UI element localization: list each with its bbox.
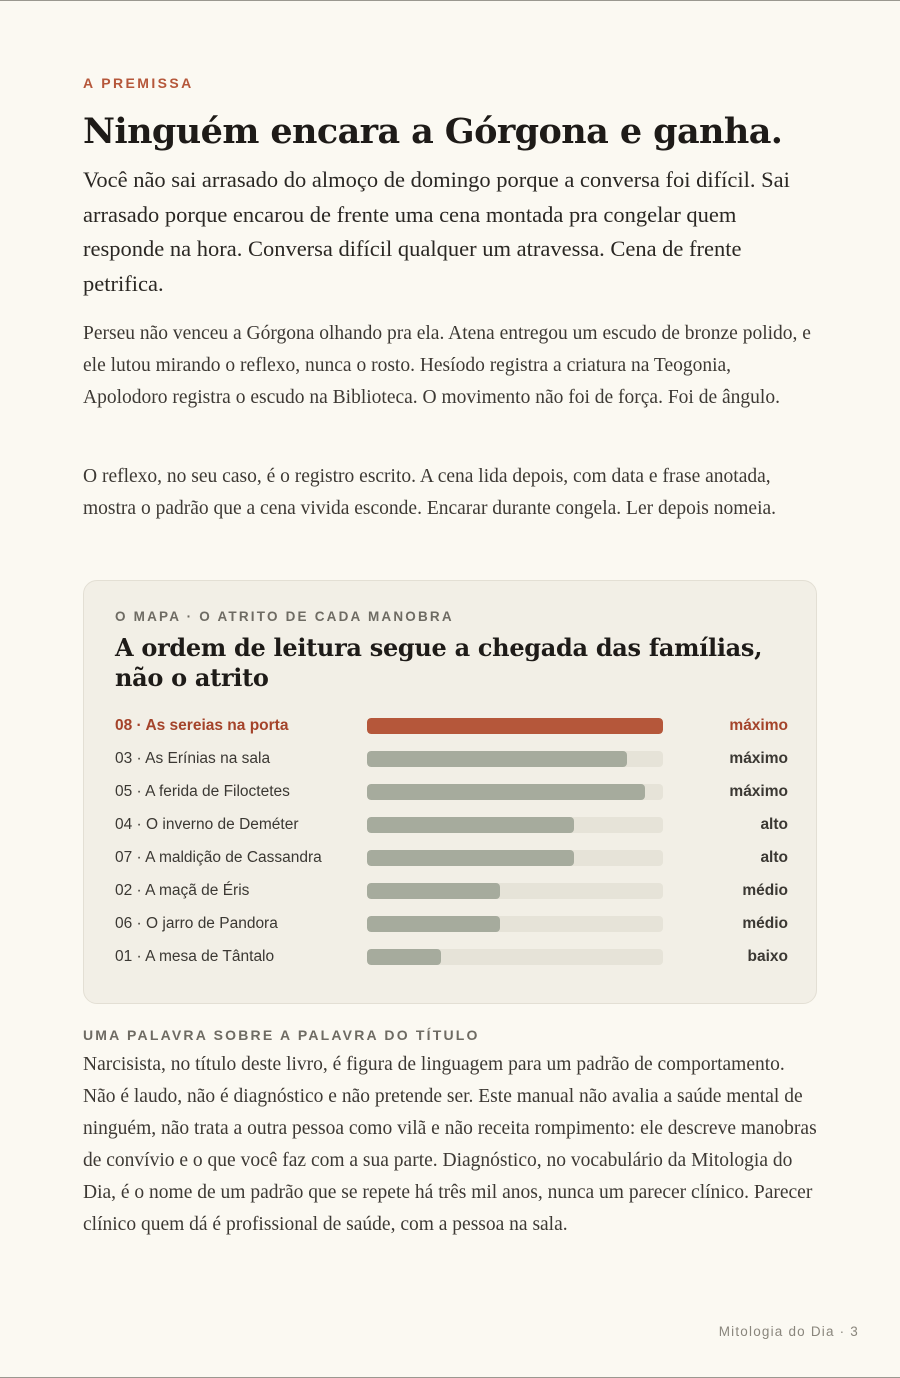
friction-bar-fill [367, 916, 500, 932]
friction-row [115, 775, 788, 808]
lead-paragraph: Você não sai arrasado do almoço de domingo porque a conversa foi difícil. Sai arrasado porque encarou de frente uma cena montada pra congelar quem responde na hora. Conversa difícil qualquer um atravessa. Cena de frente petrifica. [83, 167, 790, 296]
friction-bar-track [367, 784, 663, 800]
friction-bar-track [367, 817, 663, 833]
body-paragraph-perseu: Perseu não venceu a Górgona olhando pra ela. Atena entregou um escudo de bronze polido, e ele lutou mirando o reflexo, nunca o rosto. Hesíodo registra a criatura na Teogonia, Apolodoro registra o escudo na Biblioteca. O movimento não foi de força. Foi de ângulo. [83, 323, 811, 408]
friction-row [115, 742, 788, 775]
map-title: A ordem de leitura segue a chegada das famílias, não o atrito [115, 633, 763, 692]
maneuver-label: 07 · A maldição de Cassandra [115, 849, 322, 866]
friction-row [115, 808, 788, 841]
friction-row [115, 874, 788, 907]
maneuver-label: 04 · O inverno de Deméter [115, 816, 299, 833]
section-kicker: A PREMISSA [83, 75, 194, 91]
page-footer: Mitologia do Dia · 3 [718, 1324, 859, 1339]
friction-row [115, 940, 788, 973]
body-paragraph-reflexo: O reflexo, no seu caso, é o registro escrito. A cena lida depois, com data e frase anotada, mostra o padrão que a cena vivida esconde. Encarar durante congela. Ler depois nomeia. [83, 466, 777, 519]
maneuver-label: 01 · A mesa de Tântalo [115, 948, 275, 965]
friction-bar-track [367, 751, 663, 767]
note-paragraph: Narcisista, no título deste livro, é figura de linguagem para um padrão de comportamento. Não é laudo, não é diagnóstico e não pretende ser. Este manual não avalia a saúde mental de ninguém, não trata a outra pessoa como vilã e não receita rompimento: ele descreve manobras de convívio e o que você faz com a sua parte. Diagnóstico, no vocabulário da Mitologia do Dia, é o nome de um padrão que se repete há três mil anos, nunca um parecer clínico. Parecer clínico quem dá é profissional de saúde, com a pessoa na sala. [83, 1054, 817, 1235]
maneuver-label: 08 · As sereias na porta [115, 717, 289, 734]
friction-map-card [83, 580, 817, 1004]
friction-bar-track [367, 949, 663, 965]
friction-bar-fill [367, 751, 627, 767]
maneuver-label: 03 · As Erínias na sala [115, 750, 271, 767]
friction-level: alto [760, 849, 788, 866]
friction-bar-fill [367, 949, 441, 965]
friction-level: máximo [729, 717, 788, 734]
friction-level: médio [742, 915, 788, 932]
friction-bar-fill [367, 850, 574, 866]
friction-row [115, 907, 788, 940]
maneuver-label: 02 · A maçã de Éris [115, 882, 250, 899]
friction-bar-track [367, 883, 663, 899]
friction-level: máximo [729, 783, 788, 800]
maneuver-label: 06 · O jarro de Pandora [115, 915, 278, 932]
friction-bar-track [367, 718, 663, 734]
map-kicker: O MAPA · O ATRITO DE CADA MANOBRA [115, 609, 454, 624]
friction-row [115, 709, 788, 742]
friction-bar-track [367, 916, 663, 932]
friction-level: médio [742, 882, 788, 899]
note-kicker: UMA PALAVRA SOBRE A PALAVRA DO TÍTULO [83, 1027, 480, 1043]
friction-level: máximo [729, 750, 788, 767]
friction-bar-fill [367, 784, 645, 800]
maneuver-label: 05 · A ferida de Filoctetes [115, 783, 290, 800]
friction-bar-track [367, 850, 663, 866]
page-title: Ninguém encara a Górgona e ganha. [83, 111, 783, 152]
friction-row [115, 841, 788, 874]
friction-bar-fill [367, 883, 500, 899]
friction-bar-fill [367, 718, 663, 734]
friction-level: baixo [747, 948, 788, 965]
friction-level: alto [760, 816, 788, 833]
friction-rows [115, 709, 788, 973]
friction-bar-fill [367, 817, 574, 833]
